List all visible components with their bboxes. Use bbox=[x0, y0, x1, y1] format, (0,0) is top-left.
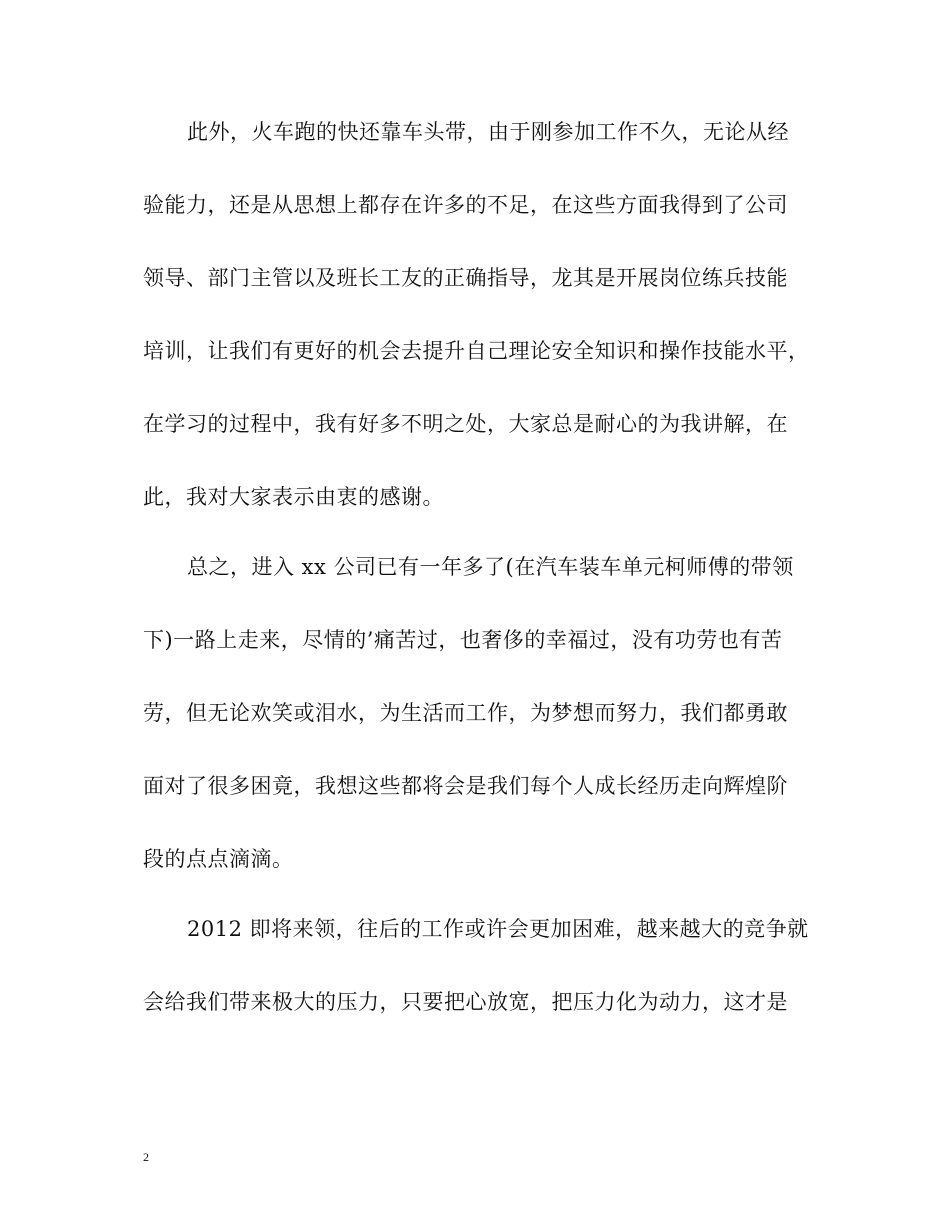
paragraph bbox=[143, 555, 808, 871]
text-line: 总之，进入 xx 公司已有一年多了(在汽车装车单元柯师傅的带领 bbox=[187, 555, 794, 579]
text-line: 此，我对大家表示由衷的感谢。 bbox=[143, 485, 444, 509]
paragraph bbox=[143, 917, 808, 1014]
body-text bbox=[143, 120, 808, 1014]
text-line: 面对了很多困竟，我想这些都将会是我们每个人成长经历走向辉煌阶 bbox=[143, 774, 788, 798]
text-line: 2012 即将来领，往后的工作或许会更加困难，越来越大的竞争就 bbox=[187, 917, 809, 941]
paragraph bbox=[143, 120, 808, 509]
text-line: 在学习的过程中，我有好多不明之处，大家总是耐心的为我讲解，在 bbox=[143, 412, 788, 436]
text-line: 劳，但无论欢笑或泪水，为生活而工作，为梦想而努力，我们都勇敢 bbox=[143, 701, 788, 725]
text-line: 领导、部门主管以及班长工友的正确指导，龙其是开展岗位练兵技能 bbox=[143, 266, 788, 290]
text-line: 下)一路上走来，尽情的’痛苦过，也奢侈的幸福过，没有功劳也有苦 bbox=[143, 628, 783, 652]
text-line: 会给我们带来极大的压力，只要把心放宽，把压力化为动力，这才是 bbox=[143, 990, 788, 1014]
text-line: 验能力，还是从思想上都存在许多的不足，在这些方面我得到了公司 bbox=[143, 193, 788, 217]
text-line: 培训，让我们有更好的机会去提升自己理论安全知识和操作技能水平， bbox=[143, 339, 810, 363]
page-number: 2 bbox=[143, 1150, 149, 1164]
text-line: 此外，火车跑的快还靠车头带，由于刚参加工作不久，无论从经 bbox=[187, 120, 789, 144]
text-line: 段的点点滴滴。 bbox=[143, 847, 294, 871]
